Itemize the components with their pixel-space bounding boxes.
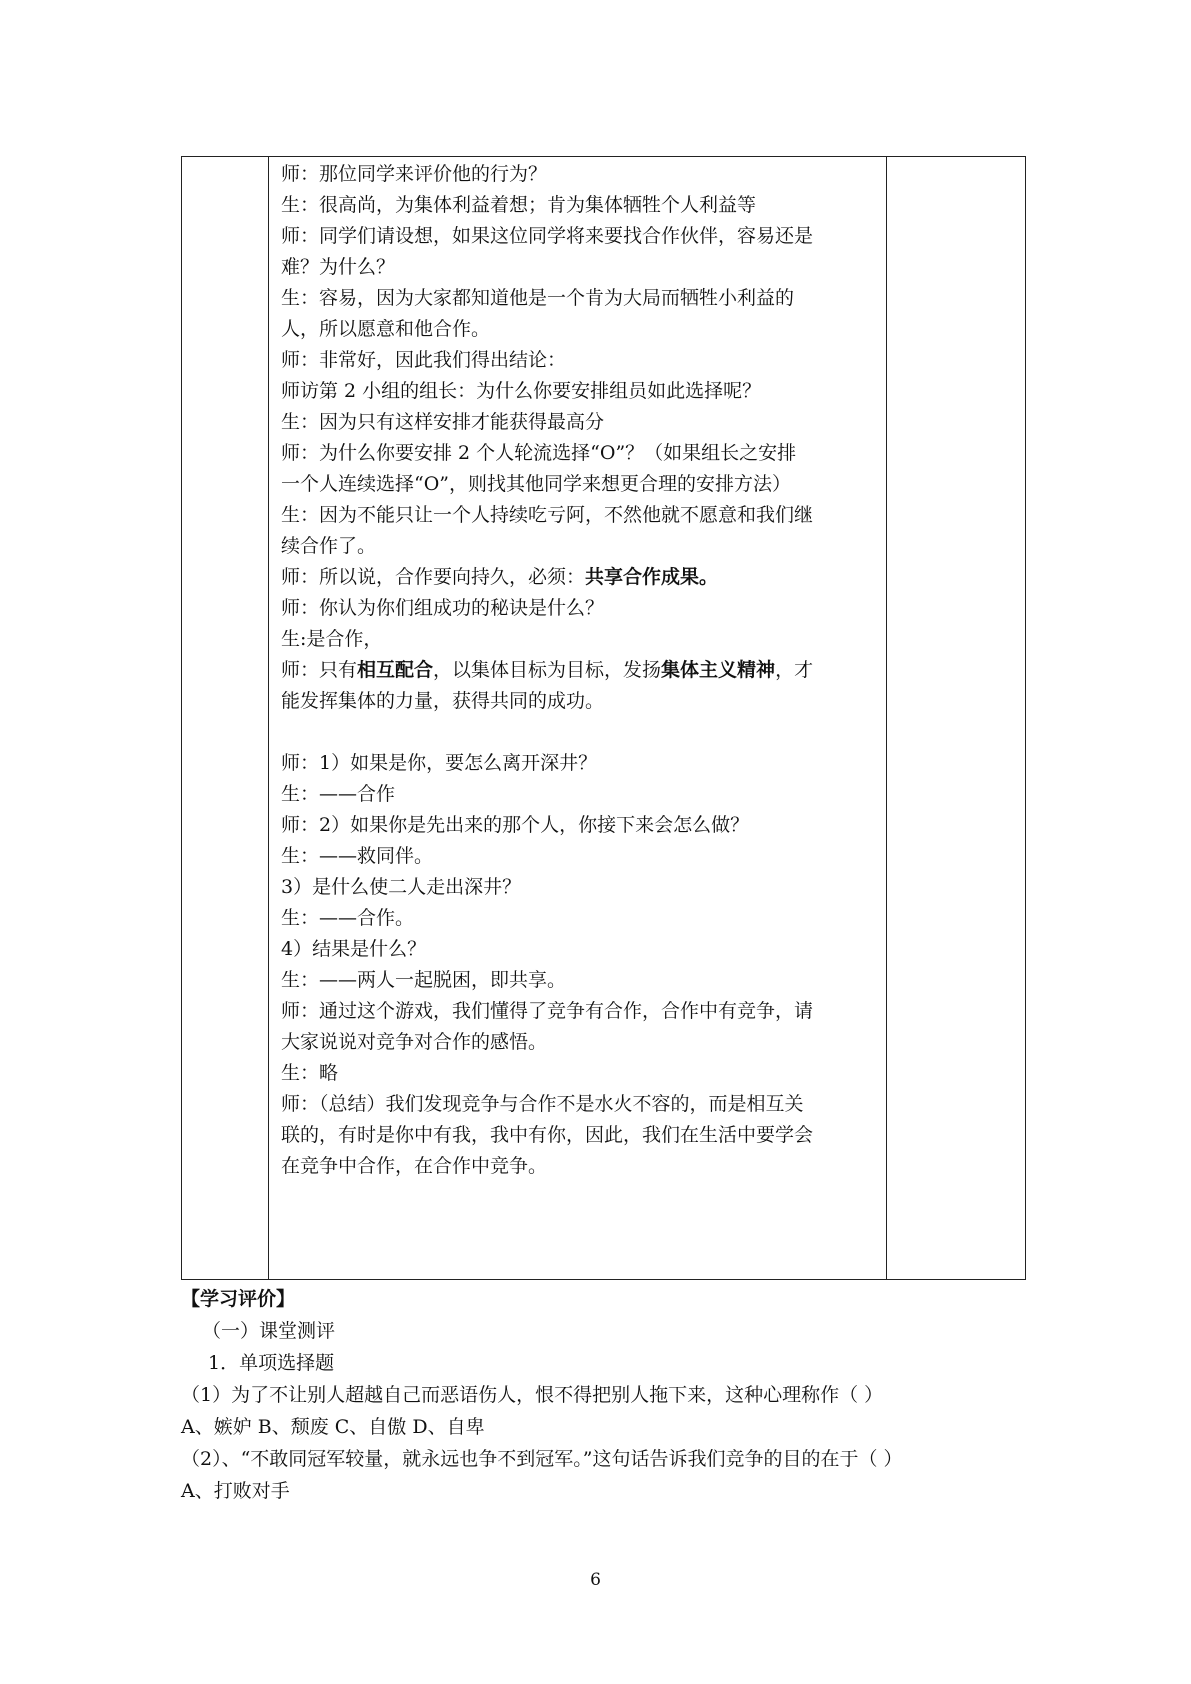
question-1: （1）为了不让别人超越自己而恶语伤人，恨不得把别人拖下来，这种心理称作（ ） bbox=[181, 1384, 884, 1406]
dialogue-line bbox=[281, 1089, 878, 1120]
line-text: 在竞争中合作，在合作中竞争。 bbox=[281, 1155, 548, 1177]
line-text: 生：很高尚，为集体利益着想；肯为集体牺牲个人利益等 bbox=[281, 194, 757, 216]
dialogue-line bbox=[281, 314, 878, 345]
page-number: 6 bbox=[590, 1570, 601, 1590]
dialogue-line bbox=[281, 469, 878, 500]
question-1-options: A、嫉妒 B、颓废 C、自傲 D、自卑 bbox=[181, 1416, 485, 1438]
dialogue-line bbox=[281, 996, 878, 1027]
line-text: 师访第 2 小组的组长：为什么你要安排组员如此选择呢？ bbox=[281, 380, 762, 402]
left-column-cell bbox=[182, 157, 269, 1280]
line-text: 师：通过这个游戏，我们懂得了竞争有合作，合作中有竞争，请 bbox=[281, 1000, 814, 1022]
line-text: 师：1）如果是你，要怎么离开深井？ bbox=[281, 752, 598, 774]
dialogue-line bbox=[281, 965, 878, 996]
dialogue-line bbox=[281, 903, 878, 934]
line-text: 师：所以说，合作要向持久，必须： bbox=[281, 566, 586, 588]
line-text: 师：非常好，因此我们得出结论： bbox=[281, 349, 567, 371]
emphasis-text: 集体主义精神 bbox=[661, 659, 776, 681]
line-text: 续合作了。 bbox=[281, 535, 377, 557]
line-text: 生：因为只有这样安排才能获得最高分 bbox=[281, 411, 605, 433]
line-text: 师：（总结）我们发现竞争与合作不是水火不容的，而是相互关 bbox=[281, 1093, 804, 1115]
dialogue-line bbox=[281, 810, 878, 841]
line-text: 联的，有时是你中有我，我中有你，因此，我们在生活中要学会 bbox=[281, 1124, 814, 1146]
dialogue-line bbox=[281, 593, 878, 624]
dialogue-line bbox=[281, 407, 878, 438]
dialogue-line bbox=[281, 748, 878, 779]
question-section-title: 1．单项选择题 bbox=[208, 1352, 335, 1374]
table-row bbox=[182, 157, 1026, 1280]
line-text: 3）是什么使二人走出深井？ bbox=[281, 876, 522, 898]
line-text: 生：容易，因为大家都知道他是一个肯为大局而牺牲小利益的 bbox=[281, 287, 795, 309]
line-text: 师：那位同学来评价他的行为？ bbox=[281, 163, 548, 185]
line-text: 师：只有 bbox=[281, 659, 358, 681]
right-column-cell bbox=[887, 157, 1026, 1280]
emphasis-text: 相互配合 bbox=[357, 659, 434, 681]
line-text: 能发挥集体的力量，获得共同的成功。 bbox=[281, 690, 605, 712]
dialogue-line bbox=[281, 717, 878, 748]
dialogue-line bbox=[281, 1027, 878, 1058]
dialogue-line bbox=[281, 221, 878, 252]
line-text: 4）结果是什么？ bbox=[281, 938, 427, 960]
dialogue-line bbox=[281, 841, 878, 872]
dialogue-line bbox=[281, 531, 878, 562]
dialogue-line bbox=[281, 190, 878, 221]
dialogue-line bbox=[281, 686, 878, 717]
line-text: 人，所以愿意和他合作。 bbox=[281, 318, 491, 340]
line-text: ，才 bbox=[775, 659, 814, 681]
dialogue-cell bbox=[269, 157, 887, 1280]
dialogue-line bbox=[281, 345, 878, 376]
line-text: 师：同学们请设想，如果这位同学将来要找合作伙伴，容易还是 bbox=[281, 225, 814, 247]
dialogue-line bbox=[281, 655, 878, 686]
dialogue-line bbox=[281, 252, 878, 283]
dialogue-line bbox=[281, 1058, 878, 1089]
line-text: 生：——合作。 bbox=[281, 907, 415, 929]
evaluation-subheading: （一）课堂测评 bbox=[202, 1320, 336, 1342]
line-text: 生：因为不能只让一个人持续吃亏阿，不然他就不愿意和我们继 bbox=[281, 504, 814, 526]
question-2: （2）、“不敢同冠军较量，就永远也争不到冠军。”这句话告诉我们竞争的目的在于（ ） bbox=[181, 1448, 903, 1470]
dialogue-line bbox=[281, 283, 878, 314]
dialogue-text bbox=[269, 157, 886, 1182]
lesson-table bbox=[181, 156, 1026, 1280]
line-text: 生：——合作 bbox=[281, 783, 396, 805]
line-text: 师：你认为你们组成功的秘诀是什么？ bbox=[281, 597, 605, 619]
dialogue-line bbox=[281, 438, 878, 469]
line-text: 大家说说对竞争对合作的感悟。 bbox=[281, 1031, 548, 1053]
line-text: 生：——两人一起脱困，即共享。 bbox=[281, 969, 567, 991]
question-2-option-a: A、打败对手 bbox=[181, 1480, 290, 1502]
line-text: ，以集体目标为目标，发扬 bbox=[433, 659, 662, 681]
dialogue-line bbox=[281, 159, 878, 190]
emphasis-text: 共享合作成果。 bbox=[585, 566, 719, 588]
dialogue-line bbox=[281, 500, 878, 531]
line-text: 生:是合作， bbox=[281, 628, 383, 650]
dialogue-line bbox=[281, 562, 878, 593]
line-text: 生：略 bbox=[281, 1062, 339, 1084]
line-text: 生：——救同伴。 bbox=[281, 845, 434, 867]
dialogue-line bbox=[281, 934, 878, 965]
dialogue-line bbox=[281, 1120, 878, 1151]
evaluation-section bbox=[181, 1283, 1061, 1507]
dialogue-line bbox=[281, 624, 878, 655]
dialogue-line bbox=[281, 779, 878, 810]
evaluation-heading: 【学习评价】 bbox=[181, 1288, 296, 1310]
dialogue-line bbox=[281, 872, 878, 903]
dialogue-line bbox=[281, 376, 878, 407]
line-text: 难？为什么？ bbox=[281, 256, 396, 278]
dialogue-line bbox=[281, 1151, 878, 1182]
line-text: 一个人连续选择“O”，则找其他同学来想更合理的安排方法） bbox=[281, 473, 792, 495]
line-text: 师：为什么你要安排 2 个人轮流选择“O”？（如果组长之安排 bbox=[281, 442, 797, 464]
line-text: 师：2）如果你是先出来的那个人，你接下来会怎么做？ bbox=[281, 814, 750, 836]
